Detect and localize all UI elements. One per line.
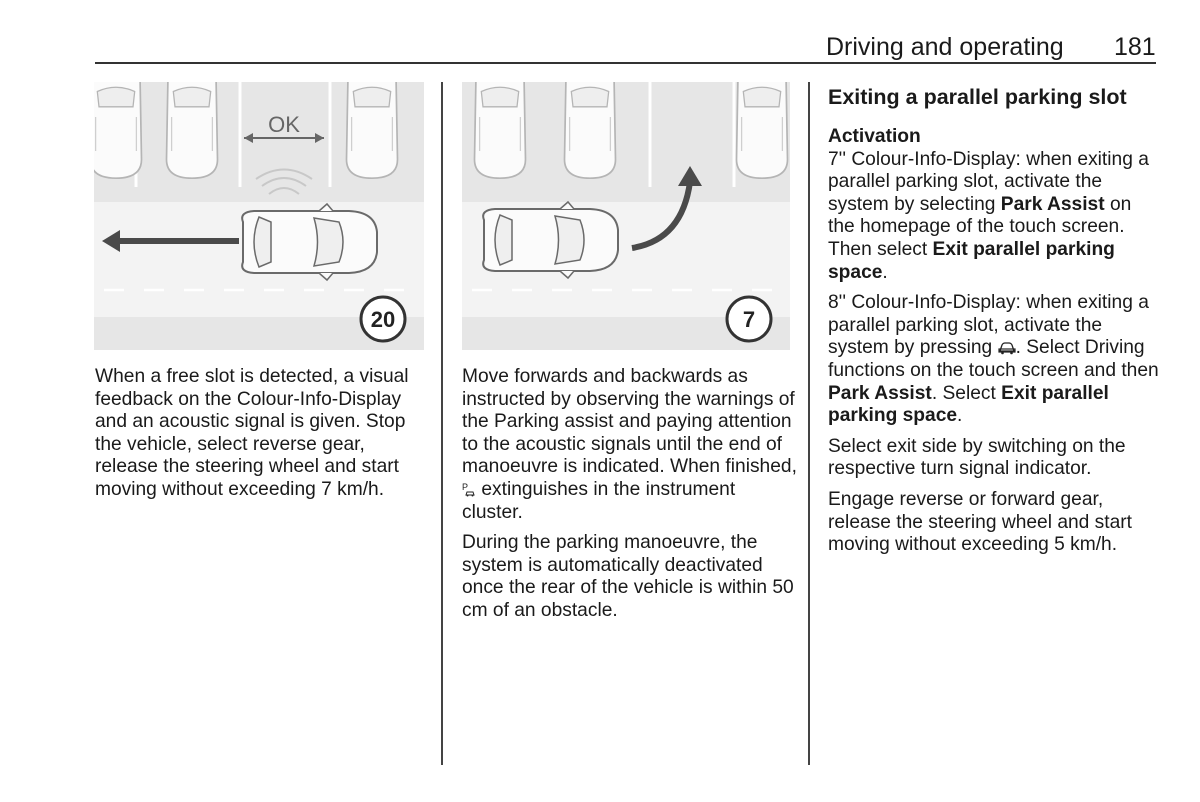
paragraph: During the parking manoeuvre, the system is automatically deactivated once the rear of the vehicle is within 50 cm of an obstacle. bbox=[462, 532, 794, 621]
ok-label: OK bbox=[268, 112, 300, 137]
header-rule bbox=[95, 62, 1156, 64]
page-number: 181 bbox=[1114, 33, 1156, 61]
paragraph: Select exit side by switching on the respective turn signal indicator. bbox=[828, 435, 1126, 480]
section-header: Driving and operating bbox=[826, 33, 1064, 61]
figure-badge: 20 bbox=[370, 307, 396, 332]
column-1 bbox=[95, 366, 430, 510]
figure-parking-manoeuvre bbox=[462, 82, 790, 350]
paragraph: 7'' Colour-Info-Display: when exiting a parallel parking slot, activate the system by selecting Park Assist on the homepage of the touch screen. Then select Exit parallel parking space. bbox=[828, 148, 1149, 283]
paragraph: Engage reverse or forward gear, release the steering wheel and start moving without exceeding 5 km/h. bbox=[828, 488, 1132, 556]
column-2 bbox=[462, 366, 797, 631]
paragraph: When a free slot is detected, a visual feedback on the Colour-Info-Display and an acoustic signal is given. Stop the vehicle, select reverse gear, release the steering wheel and start moving without exceeding 7 km/h. bbox=[95, 366, 409, 500]
subsection-title: Activation bbox=[828, 126, 921, 147]
figure-badge: 7 bbox=[742, 307, 756, 332]
column-divider-2 bbox=[808, 82, 810, 765]
column-3 bbox=[828, 84, 1160, 565]
section-title: Exiting a parallel parking slot bbox=[828, 85, 1127, 109]
figure-park-slot-detected bbox=[94, 82, 424, 350]
paragraph: 8'' Colour-Info-Display: when exiting a parallel parking slot, activate the system by pressing . Select Driving functions on the touch screen and then Park Assist. Select Exit parallel parking space. bbox=[828, 292, 1159, 427]
paragraph: Move forwards and backwards as instructed by observing the warnings of the Parking assist and paying attention to the acoustic signals until the end of manoeuvre is indicated. When finished, P extinguishes in the instrument cluster. bbox=[462, 366, 797, 523]
column-divider-1 bbox=[441, 82, 443, 765]
parking-assist-icon bbox=[462, 481, 476, 497]
car-icon bbox=[998, 341, 1016, 355]
svg-text:P: P bbox=[462, 481, 469, 492]
